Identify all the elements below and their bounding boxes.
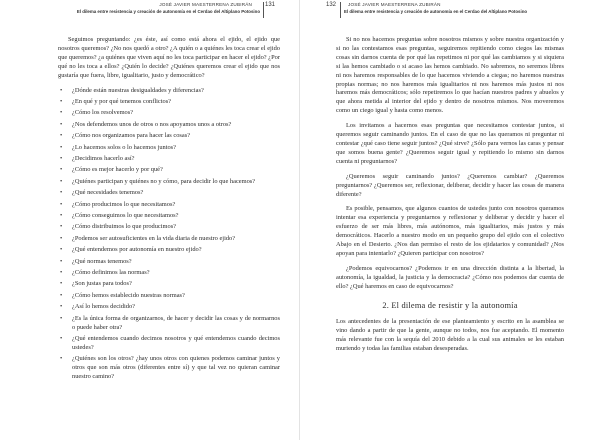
bullet-icon: • [60, 269, 63, 277]
bullet-icon: • [60, 97, 63, 105]
question-text: ¿Cómo producimos lo que necesitamos? [72, 200, 176, 208]
bullet-icon: • [60, 120, 63, 128]
question-list-item [58, 121, 280, 130]
closing-questions: ¿Podemos equivocarnos? ¿Podemos ir en una dirección distinta a la libertad, la autonomía, la igualdad, la justicia y la democracia? ¿Cómo nos podemos dar cuenta de ello? ¿Qué haremos en caso de equivocarnos? [336, 264, 564, 290]
page-header [300, 0, 600, 26]
question-text: ¿Cómo hemos establecido nuestras normas? [72, 291, 185, 299]
bullet-icon: • [60, 132, 63, 140]
question-list-item [58, 258, 280, 267]
question-text: ¿Qué entendemos por autonomía en nuestro ejido? [72, 246, 202, 254]
bullet-icon: • [60, 109, 63, 117]
question-list-item [58, 178, 280, 187]
paragraph: Los invitamos a hacernos esas preguntas que necesitamos contestar juntos, si queremos seguir caminando juntos. En el caso de que no las queramos ni preguntar ni contestar ¿qué caso tiene seguir juntos? ¿Qué sirve? ¿Sólo para vernos las caras y pensar que somos buena gente? ¿Queremos seguir igual y repitiendo lo mismo sin darnos cuenta ni preguntarnos? [336, 122, 564, 165]
page-number: 132 [326, 2, 337, 8]
question-text: ¿Dónde están nuestras desigualdades y diferencias? [72, 86, 204, 94]
paragraph: Es posible, pensamos, que algunos cuantos de ustedes junto con nosotros queramos intentar esa experiencia y preguntarnos y reflexionar y deliberar y decidir y hacer el esfuerzo de ser más libres, más autónomos, más igualitarios, más justos y más democráticos. Hacerlo a nuestro modo en un pequeño grupo del ejido con el colectivo Abajo en el Desierto. ¿Nos dan permiso el resto de los ejidatarios y comunidad? ¿Nos apoyan para intentarlo? ¿Quieren participar con nosotros? [336, 205, 564, 257]
question-text: ¿En qué y por qué tenemos conflictos? [72, 97, 172, 105]
question-list-item [58, 269, 280, 278]
question-text: ¿Quiénes participan y quiénes no y cómo, para decidir lo que hacemos? [72, 177, 256, 185]
question-list-item [58, 132, 280, 141]
right-page [300, 0, 600, 440]
question-text: ¿Qué entendemos cuando decimos nosotros y qué entendemos cuando decimos ustedes? [72, 334, 280, 351]
question-list-item [58, 201, 280, 210]
question-list-item [58, 246, 280, 255]
header-divider [263, 2, 264, 18]
question-text: ¿Así lo hemos decidido? [72, 303, 136, 311]
question-text: ¿Qué necesidades tenemos? [72, 189, 144, 197]
bullet-icon: • [60, 86, 63, 94]
question-text: ¿Nos defendemos unos de otros o nos apoyamos unos a otros? [72, 120, 232, 128]
question-text: ¿Decidimos hacerlo así? [72, 154, 135, 162]
section-heading: 2. El dilema de resistir y la autonomía [382, 300, 518, 310]
bullet-icon: • [60, 166, 63, 174]
header-divider [340, 2, 341, 18]
questions-block: ¿Queremos seguir caminando juntos? ¿Queremos cambiar? ¿Queremos preguntarnos? ¿Queremos ser, reflexionar, deliberar, decidir y hacer las cosas de manera diferente? [336, 172, 564, 198]
bullet-icon: • [60, 234, 63, 242]
question-list-item [58, 223, 280, 232]
question-list-item [58, 212, 280, 221]
bullet-icon: • [60, 334, 63, 342]
question-list-item [58, 235, 280, 244]
bullet-icon: • [60, 200, 63, 208]
question-list-item [58, 303, 280, 312]
question-text: ¿Son justas para todos? [72, 280, 132, 288]
header-subtitle: El dilema entre resistencia y creación de autonomía en el Cerdao del Altiplano Potosino [76, 9, 260, 14]
question-text: ¿Qué normas tenemos? [72, 257, 132, 265]
question-text: ¿Cómo conseguimos lo que necesitamos? [72, 212, 179, 219]
question-text: ¿Cómo es mejor hacerlo y por qué? [72, 166, 163, 174]
bullet-icon: • [60, 246, 63, 254]
bullet-icon: • [60, 355, 63, 363]
question-text: ¿Quiénes son los otros? ¿hay unos otros con quienes podemos caminar juntos y otros que son más otros (diferentes entre sí) y que tal vez no quieran caminar nuestro camino? [72, 355, 280, 381]
question-list-item [58, 292, 280, 301]
header-subtitle: El dilema entre resistencia y creación de autonomía en el Cerdao del Altiplano Potosino [344, 9, 528, 14]
question-text: ¿Cómo nos organizamos para hacer las cosas? [72, 132, 191, 140]
bullet-icon: • [60, 291, 63, 299]
bullet-icon: • [60, 314, 63, 322]
header-author: JOSÉ JAVIER MAESTERRENA ZUBIRÁN [348, 2, 441, 7]
question-list-item [58, 87, 280, 96]
question-list-item [58, 335, 280, 353]
question-list [58, 87, 280, 382]
header-author: JOSÉ JAVIER MAESTERRENA ZUBIRÁN [159, 2, 252, 7]
question-list-item [58, 98, 280, 107]
question-list-item [58, 144, 280, 153]
question-list-item [58, 166, 280, 175]
bullet-icon: • [60, 143, 63, 151]
question-list-item [58, 155, 280, 164]
question-text: ¿Cómo distribuimos lo que producimos? [72, 223, 177, 231]
section-paragraph: Los antecedentes de la presentación de ese planteamiento y escrito en la asamblea se vino dando a partir de que la gente, aunque no todos, nos fue aceptando. El momento más relevante fue con la sequía del 2010 debido a la cual sus animales se les estaban muriendo y todas las familias estaban desesperadas. [336, 318, 564, 353]
left-page-body [58, 36, 280, 385]
question-list-item [58, 280, 280, 289]
page-number: 131 [264, 2, 275, 8]
bullet-icon: • [60, 280, 63, 288]
bullet-icon: • [60, 257, 63, 265]
question-text: ¿Lo hacemos solos o lo hacemos juntos? [72, 143, 177, 151]
bullet-icon: • [60, 212, 63, 219]
question-list-item [58, 315, 280, 333]
question-text: ¿Cómo definimos las normas? [72, 269, 150, 277]
page-header [0, 0, 300, 26]
question-list-item [58, 355, 280, 382]
bullet-icon: • [60, 177, 63, 185]
question-list-item [58, 109, 280, 118]
intro-paragraph: Seguimos preguntando: ¿es éste, así como está ahora el ejido, el ejido que nosotros queremos? ¿No nos quedó a otro? ¿A quién o a quiénes les toca crear el ejido que queremos? ¿a quiénes que viven aquí no les toca participar en hacer el ejido? ¿Por qué no les toca a ellos? ¿Quién lo decide? ¿Quiénes queremos crear el ejido que nos gustaría que fuera, libre, igualitario, justo y democrático? [58, 36, 280, 79]
question-list-item [58, 189, 280, 198]
right-page-body [336, 36, 564, 360]
bullet-icon: • [60, 303, 63, 311]
bullet-icon: • [60, 189, 63, 197]
bullet-icon: • [60, 154, 63, 162]
bullet-icon: • [60, 223, 63, 231]
question-text: ¿Es la única forma de organizarnos, de hacer y decidir las cosas y de normarnos o puede haber otra? [72, 314, 280, 331]
question-text: ¿Cómo los resolvemos? [72, 109, 134, 117]
paragraph: Si no nos hacemos preguntas sobre nosotros mismos y sobre nuestra organización y si no las contestamos esas preguntas, seguiremos repitiendo como ciegos las mismas cosas sin darnos cuenta de por qué las repetimos ni por qué las cambiamos y si siquiera si las hemos cambiado o si acaso las hemos cambiado. No sabremos, no seremos libres ni nos haremos responsables de lo que hacemos viviendo a ciegas; no haremos nuestras propias normas; no nos haremos más igualitarios ni nos haremos más justos ni nos haremos más democráticos; sólo repetiremos lo que hacían nuestros padres y abuelos y que ahora metida al interior del ejido y dentro de nosotros mismos. Nos moveremos como un ciego igual y hasta como menos. [336, 36, 564, 115]
question-text: ¿Podemos ser autosuficientes en la vida diaria de nuestro ejido? [72, 234, 236, 242]
